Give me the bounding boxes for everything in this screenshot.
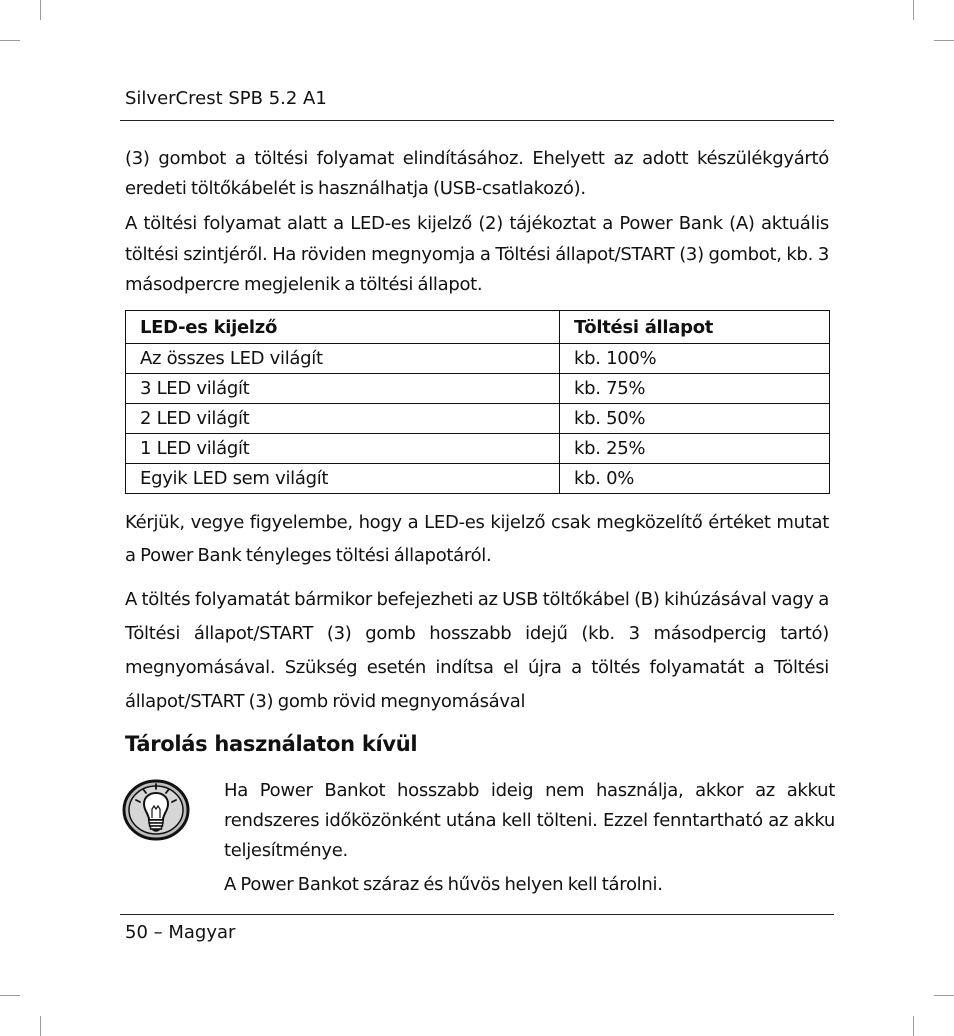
paragraph: Kérjük, vegye figyelembe, hogy a LED-es kijelző csak megközelítő értéket mutat a Power Bank tényleges töltési állapotáról. <box>125 512 829 566</box>
paragraph: Ha Power Bankot hosszabb ideig nem használja, akkor az akkut rendszeres időközönként utána kell tölteni. Ezzel fenntartható az akku teljesítménye. <box>224 780 835 861</box>
table-row <box>126 434 830 464</box>
crop-mark <box>913 1016 914 1036</box>
paragraph: A Power Bankot száraz és hűvös helyen kell tárolni. <box>224 874 663 895</box>
charge-status-table <box>125 310 830 494</box>
table-row <box>126 404 830 434</box>
paragraph: (3) gombot a töltési folyamat elindításához. Ehelyett az adott készülékgyártó eredeti töltőkábelét is használhatja (USB-csatlakozó). <box>125 148 829 199</box>
paragraph: A töltés folyamatát bármikor befejezheti az USB töltőkábel (B) kihúzásával vagy a Töltési állapot/START (3) gomb hosszabb idejű (kb. 3 másodpercig tartó) megnyomásával. Szükség esetén indítsa el újra a töltés folyamatát a Töltési állapot/START (3) gomb rövid megnyomásával <box>125 589 829 712</box>
table-cell: 3 LED világít <box>126 374 560 404</box>
lightbulb-icon <box>121 778 191 842</box>
table-header-row <box>126 311 830 344</box>
crop-mark <box>934 995 954 996</box>
table-cell: kb. 75% <box>560 374 830 404</box>
section-title: Tárolás használaton kívül <box>125 732 418 756</box>
crop-mark <box>934 40 954 41</box>
table-cell: kb. 25% <box>560 434 830 464</box>
crop-mark <box>913 0 914 20</box>
table-cell: Az összes LED világít <box>126 344 560 374</box>
paragraph: A töltési folyamat alatt a LED-es kijelző (2) tájékoztat a Power Bank (A) aktuális töltési szintjéről. Ha röviden megnyomja a Töltési állapot/START (3) gombot, kb. 3 másodpercre megjelenik a töltési állapot. <box>125 213 829 295</box>
table-row <box>126 464 830 494</box>
column-header: Töltési állapot <box>560 311 830 344</box>
table-cell: Egyik LED sem világít <box>126 464 560 494</box>
crop-mark <box>40 0 41 20</box>
table-row <box>126 374 830 404</box>
header-rule <box>120 120 834 121</box>
table-cell: 2 LED világít <box>126 404 560 434</box>
page-footer: 50 – Magyar <box>125 922 236 943</box>
table-cell: kb. 0% <box>560 464 830 494</box>
table-cell: kb. 50% <box>560 404 830 434</box>
footer-rule <box>120 914 834 915</box>
crop-mark <box>0 40 20 41</box>
header-title: SilverCrest SPB 5.2 A1 <box>125 88 327 109</box>
crop-mark <box>0 995 20 996</box>
table-row <box>126 344 830 374</box>
table-cell: 1 LED világít <box>126 434 560 464</box>
table-cell: kb. 100% <box>560 344 830 374</box>
crop-mark <box>40 1016 41 1036</box>
column-header: LED-es kijelző <box>126 311 560 344</box>
